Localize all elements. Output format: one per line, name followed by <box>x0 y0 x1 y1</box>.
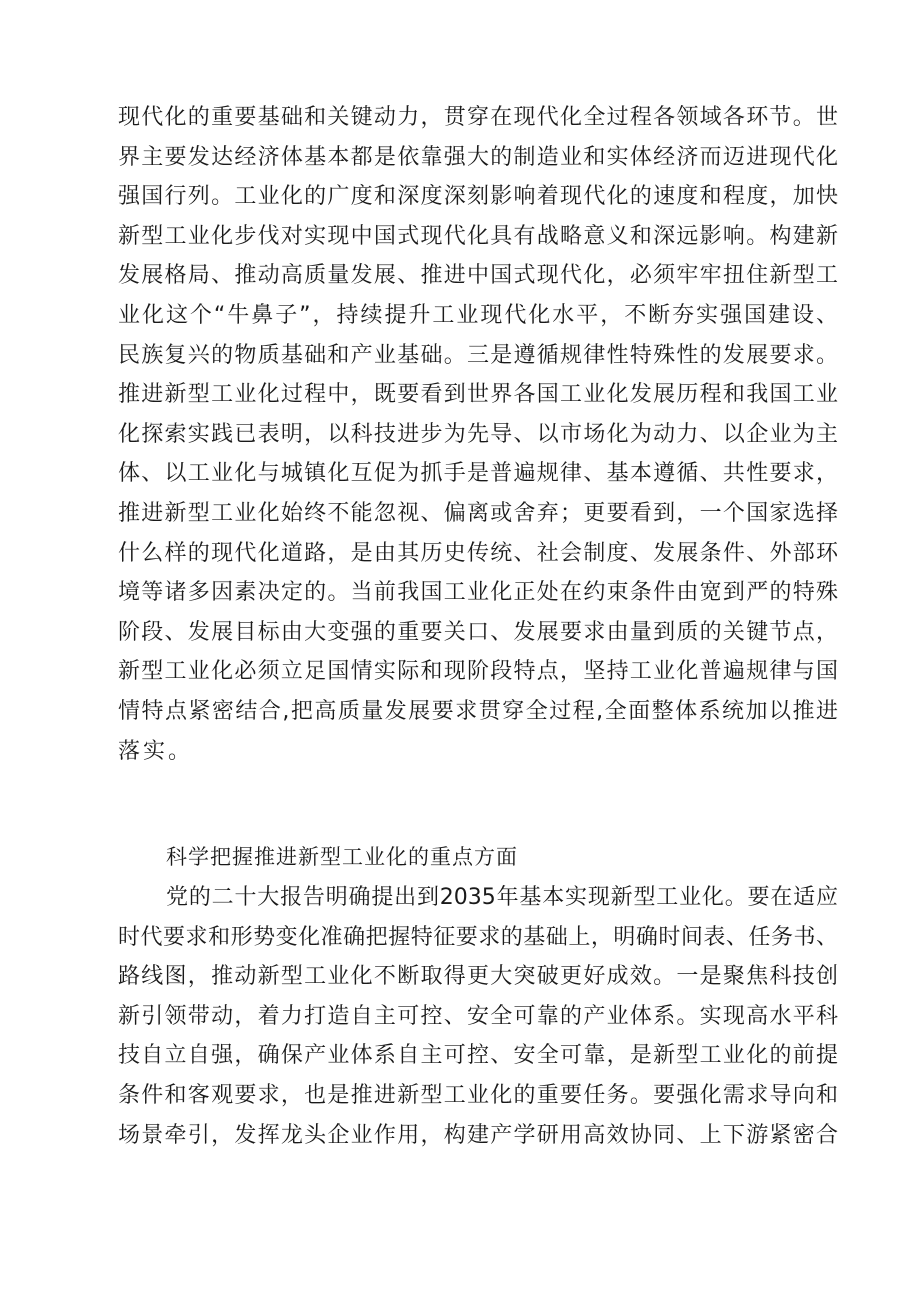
text-line: 路线图，推动新型工业化不断取得更大突破更好成效。一是聚焦科技创 <box>118 964 838 990</box>
text-line: 落实。 <box>118 738 194 764</box>
text-line: 现代化的重要基础和关键动力，贯穿在现代化全过程各领域各环节。世 <box>118 105 838 130</box>
text-line: 什么样的现代化道路，是由其历史传统、社会制度、发展条件、外部环 <box>118 540 838 566</box>
text-line: 境等诸多因素决定的。当前我国工业化正处在约束条件由宽到严的特殊 <box>118 580 838 606</box>
section-heading: 科学把握推进新型工业化的重点方面 <box>166 845 518 869</box>
text-line: 化探索实践已表明，以科技进步为先导、以市场化为动力、以企业为主 <box>118 421 838 447</box>
section-heading-block <box>118 838 838 878</box>
text-line: 党的二十大报告明确提出到2035年基本实现新型工业化。要在适应 <box>166 885 838 910</box>
text-line: 条件和客观要求，也是推进新型工业化的重要任务。要强化需求导向和 <box>118 1082 838 1108</box>
text-line: 情特点紧密结合,把高质量发展要求贯穿全过程,全面整体系统加以推进 <box>118 698 838 724</box>
text-line: 体、以工业化与城镇化互促为抓手是普遍规律、基本遵循、共性要求， <box>118 461 838 487</box>
text-line: 强国行列。工业化的广度和深度深刻影响着现代化的速度和程度，加快 <box>118 184 838 210</box>
text-line: 技自立自强，确保产业体系自主可控、安全可靠，是新型工业化的前提 <box>118 1043 838 1069</box>
text-line: 推进新型工业化始终不能忽视、偏离或舍弃；更要看到，一个国家选择 <box>118 500 838 526</box>
text-line: 业化这个“牛鼻子”，持续提升工业现代化水平，不断夯实强国建设、 <box>118 302 838 328</box>
text-line: 新型工业化必须立足国情实际和现阶段特点，坚持工业化普遍规律与国 <box>118 659 838 685</box>
text-line: 界主要发达经济体基本都是依靠强大的制造业和实体经济而迈进现代化 <box>118 144 838 170</box>
text-line: 场景牵引，发挥龙头企业作用，构建产学研用高效协同、上下游紧密合 <box>118 1122 838 1148</box>
text-line: 阶段、发展目标由大变强的重要关口、发展要求由量到质的关键节点， <box>118 619 838 645</box>
text-line: 推进新型工业化过程中，既要看到世界各国工业化发展历程和我国工业 <box>118 382 838 408</box>
text-line: 民族复兴的物质基础和产业基础。三是遵循规律性特殊性的发展要求。 <box>118 342 838 368</box>
text-line: 新型工业化步伐对实现中国式现代化具有战略意义和深远影响。构建新 <box>118 223 838 249</box>
text-line: 发展格局、推动高质量发展、推进中国式现代化，必须牢牢扭住新型工 <box>118 263 838 289</box>
paragraph-body-2 <box>118 878 838 1155</box>
text-line: 时代要求和形势变化准确把握特征要求的基础上，明确时间表、任务书、 <box>118 924 838 950</box>
text-line: 新引领带动，着力打造自主可控、安全可靠的产业体系。实现高水平科 <box>118 1003 838 1029</box>
paragraph-body <box>118 98 838 771</box>
